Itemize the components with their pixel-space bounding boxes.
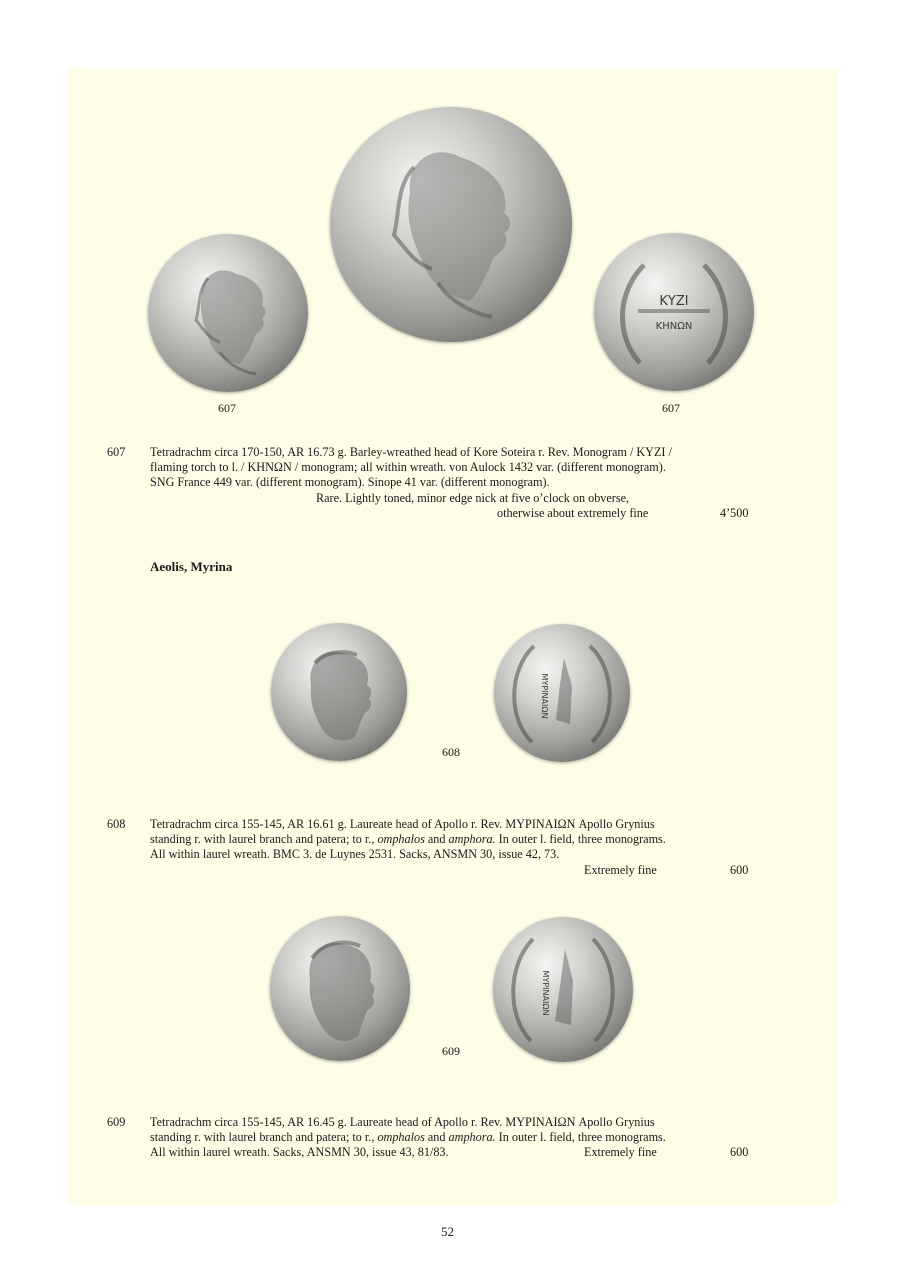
- lot-607-line-3: SNG France 449 var. (different monogram). Sinope 41 var. (different monogram).: [150, 475, 550, 490]
- coin-609-reverse: [493, 917, 633, 1062]
- coin-label-607-left: 607: [218, 401, 236, 415]
- lot-608-line-1: Tetradrachm circa 155-145, AR 16.61 g. Laureate head of Apollo r. Rev. ΜΥΡΙΝΑΙΩΝ Apollo Grynius: [150, 817, 655, 831]
- lot-609-condition: Extremely fine: [584, 1145, 657, 1159]
- apollo-head-icon: [270, 916, 410, 1061]
- page-number: 52: [441, 1224, 454, 1239]
- lot-609-price: 600: [730, 1145, 749, 1159]
- coin-608-reverse: [494, 624, 630, 762]
- wreath-left-icon: [514, 646, 534, 742]
- coin-607-obverse-enlarged: [330, 107, 572, 342]
- coin-607-obverse-small: [148, 234, 308, 392]
- kore-head-icon: [148, 234, 308, 392]
- wreath-left-icon: [513, 939, 533, 1041]
- lot-609-line-3: All within laurel wreath. Sacks, ANSMN 30, issue 43, 81/83.: [150, 1145, 449, 1160]
- apollo-head-icon: [271, 623, 407, 761]
- lot-609-line-1: Tetradrachm circa 155-145, AR 16.45 g. Laureate head of Apollo r. Rev. ΜΥΡΙΝΑΙΩΝ Apollo Grynius: [150, 1115, 655, 1129]
- torch-icon: [638, 309, 710, 313]
- inscription-kenon: ΚΗΝΩΝ: [655, 321, 693, 332]
- coin-608-obverse: [271, 623, 407, 761]
- wreath-right-icon: [704, 265, 726, 363]
- apollo-standing-icon: [556, 658, 572, 724]
- wreath-left-icon: [622, 265, 644, 363]
- coin-label-607-right: 607: [662, 401, 680, 415]
- coin-label-609: 609: [442, 1044, 460, 1058]
- coin-label-608: 608: [442, 745, 460, 759]
- lot-608-line-3: All within laurel wreath. BMC 3. de Luynes 2531. Sacks, ANSMN 30, issue 42, 73.: [150, 847, 560, 862]
- apollo-standing-icon: [555, 949, 573, 1025]
- inscription-kyzi: ΚΥΖΙ: [659, 294, 689, 309]
- lot-609-line-2: standing r. with laurel branch and patera; to r., omphalos and amphora. In outer l. field, three monograms.: [150, 1130, 666, 1145]
- lot-number: 607: [107, 445, 126, 459]
- wreath-right-icon: [590, 646, 610, 742]
- inscription-myrinaion: ΜΥΡΙΝΑΙΩΝ: [540, 673, 549, 719]
- lot-608-condition: Extremely fine: [584, 863, 657, 877]
- kore-head-large-icon: [330, 107, 572, 342]
- coin-609-obverse: [270, 916, 410, 1061]
- lot-608-price: 600: [730, 863, 749, 877]
- section-heading: Aeolis, Myrina: [150, 559, 233, 574]
- lot-607-line-1: Tetradrachm circa 170-150, AR 16.73 g. Barley-wreathed head of Kore Soteira r. Rev. Monogram / KYZI /: [150, 445, 672, 459]
- lot-number: 609: [107, 1115, 126, 1129]
- lot-number: 608: [107, 817, 126, 831]
- lot-607-condition-1: Rare. Lightly toned, minor edge nick at five o’clock on obverse,: [316, 491, 630, 505]
- inscription-myrinaion: ΜΥΡΙΝΑΙΩΝ: [541, 970, 550, 1016]
- lot-607-price: 4’500: [720, 506, 749, 520]
- wreath-right-icon: [593, 939, 613, 1041]
- coin-607-reverse: [594, 233, 754, 391]
- lot-608-line-2: standing r. with laurel branch and patera; to r., omphalos and amphora. In outer l. field, three monograms.: [150, 832, 666, 847]
- lot-607-condition-2: otherwise about extremely fine: [497, 506, 649, 520]
- lot-607-line-2: flaming torch to l. / ΚΗΝΩΝ / monogram; all within wreath. von Aulock 1432 var. (different monogram).: [150, 460, 666, 475]
